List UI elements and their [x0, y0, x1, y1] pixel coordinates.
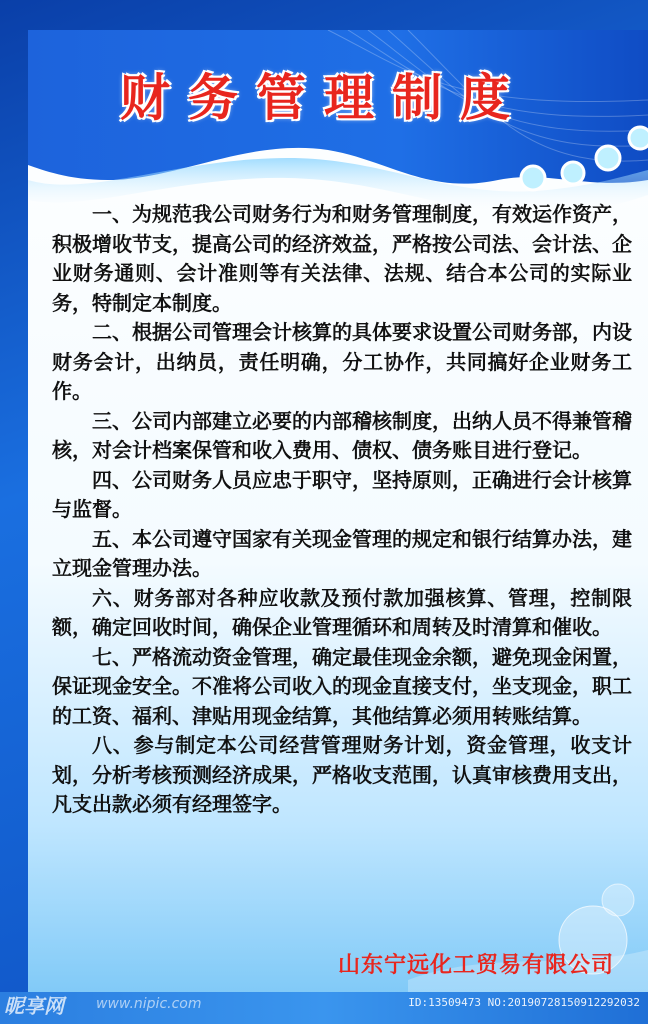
rules-content [52, 200, 632, 820]
rule-paragraph-8: 八、参与制定本公司经营管理财务计划，资金管理，收支计划，分析考核预测经济成果，严格收支范围，认真审核费用支出，凡支出款必须有经理签字。 [52, 733, 632, 816]
watermark-logo: 昵享网 [4, 994, 64, 1018]
rule-paragraph-1: 一、为规范我公司财务行为和财务管理制度，有效运作资产，积极增收节支，提高公司的经济效益，严格按公司法、会计法、企业财务通则、会计准则等有关法律、法规、结合本公司的实际业务，特制定本制度。 [52, 202, 632, 315]
company-name: 山东宁远化工贸易有限公司 [337, 952, 614, 978]
watermark-id: ID:13509473 NO:20190728150912292032 [408, 996, 640, 1009]
rule-paragraph-2: 二、根据公司管理会计核算的具体要求设置公司财务部，内设财务会计，出纳员，责任明确，分工协作，共同搞好企业财务工作。 [52, 320, 632, 403]
page-title: 财务管理制度 [120, 68, 528, 127]
rule-paragraph-7: 七、严格流动资金管理，确定最佳现金余额，避免现金闲置，保证现金安全。不准将公司收入的现金直接支付，坐支现金，职工的工资、福利、津贴用现金结算，其他结算必须用转账结算。 [52, 644, 632, 728]
rule-paragraph-6: 六、财务部对各种应收款及预付款加强核算、管理，控制限额，确定回收时间，确保企业管理循环和周转及时清算和催收。 [52, 585, 632, 639]
watermark-url: www.nipic.com [96, 996, 202, 1012]
rule-paragraph-3: 三、公司内部建立必要的内部稽核制度，出纳人员不得兼管稽核，对会计档案保管和收入费用、债权、债务账目进行登记。 [52, 408, 632, 462]
rule-paragraph-5: 五、本公司遵守国家有关现金管理的规定和银行结算办法，建立现金管理办法。 [52, 526, 632, 580]
rule-paragraph-4: 四、公司财务人员应忠于职守，坚持原则，正确进行会计核算与监督。 [52, 467, 632, 521]
